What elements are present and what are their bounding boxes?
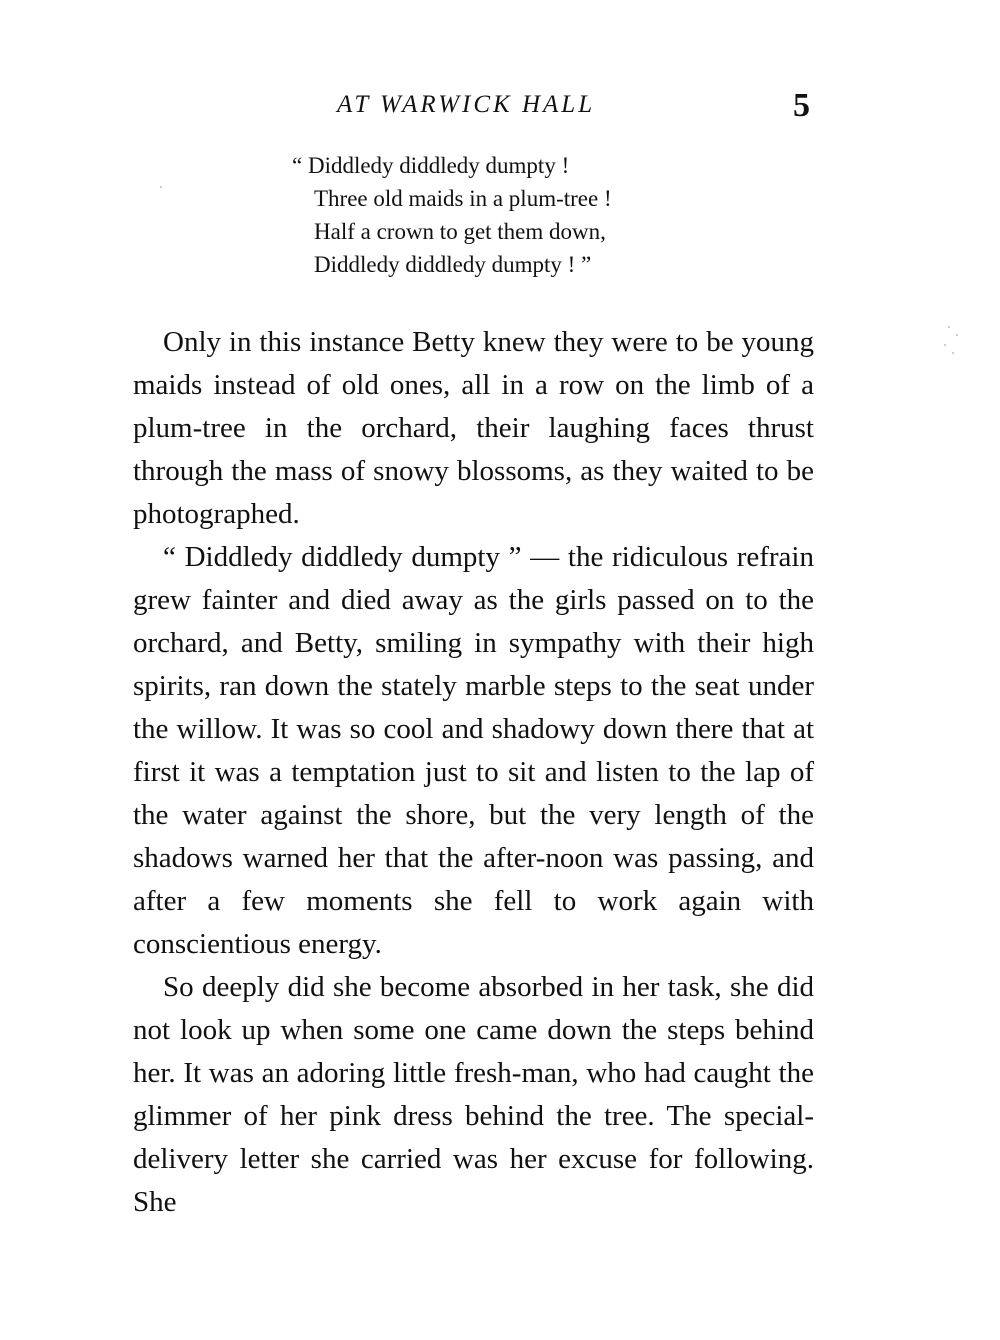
running-title: AT WARWICK HALL xyxy=(337,91,596,118)
scan-speck xyxy=(160,186,162,188)
verse-line: “ Diddledy diddledy dumpty ! xyxy=(292,153,570,178)
running-header xyxy=(0,88,1000,128)
paragraph: So deeply did she become absorbed in her task, she did not look up when some one came down the steps behind her. It was an adoring little fresh-man, who had caught the glimmer of her pink dress behind the tree. The special-delivery letter she carried was her excuse for following. She xyxy=(133,971,814,1218)
verse-line: Half a crown to get them down, xyxy=(314,219,606,244)
scan-speck xyxy=(952,352,954,354)
paragraph: Only in this instance Betty knew they were to be young maids instead of old ones, all in a row on the limb of a plum-tree in the orchard, their laughing faces thrust through the mass of snowy blossoms, as they waited to be photographed. xyxy=(133,326,814,530)
scan-speck xyxy=(948,326,950,328)
scan-speck xyxy=(956,334,958,336)
paragraph: “ Diddledy diddledy dumpty ” — the ridiculous refrain grew fainter and died away as the girls passed on to the orchard, and Betty, smiling in sympathy with their high spirits, ran down the stately marble steps to the seat under the willow. It was so cool and shadowy down there that at first it was a temptation just to sit and listen to the lap of the water against the shore, but the very length of the shadows warned her that the after-noon was passing, and after a few moments she fell to work again with conscientious energy. xyxy=(133,541,814,960)
verse-line: Three old maids in a plum-tree ! xyxy=(314,186,612,211)
body-text xyxy=(133,321,814,1224)
scan-speck xyxy=(944,344,946,346)
verse-block xyxy=(292,149,712,281)
page-number: 5 xyxy=(793,87,810,124)
verse-line: Diddledy diddledy dumpty ! ” xyxy=(314,252,592,277)
